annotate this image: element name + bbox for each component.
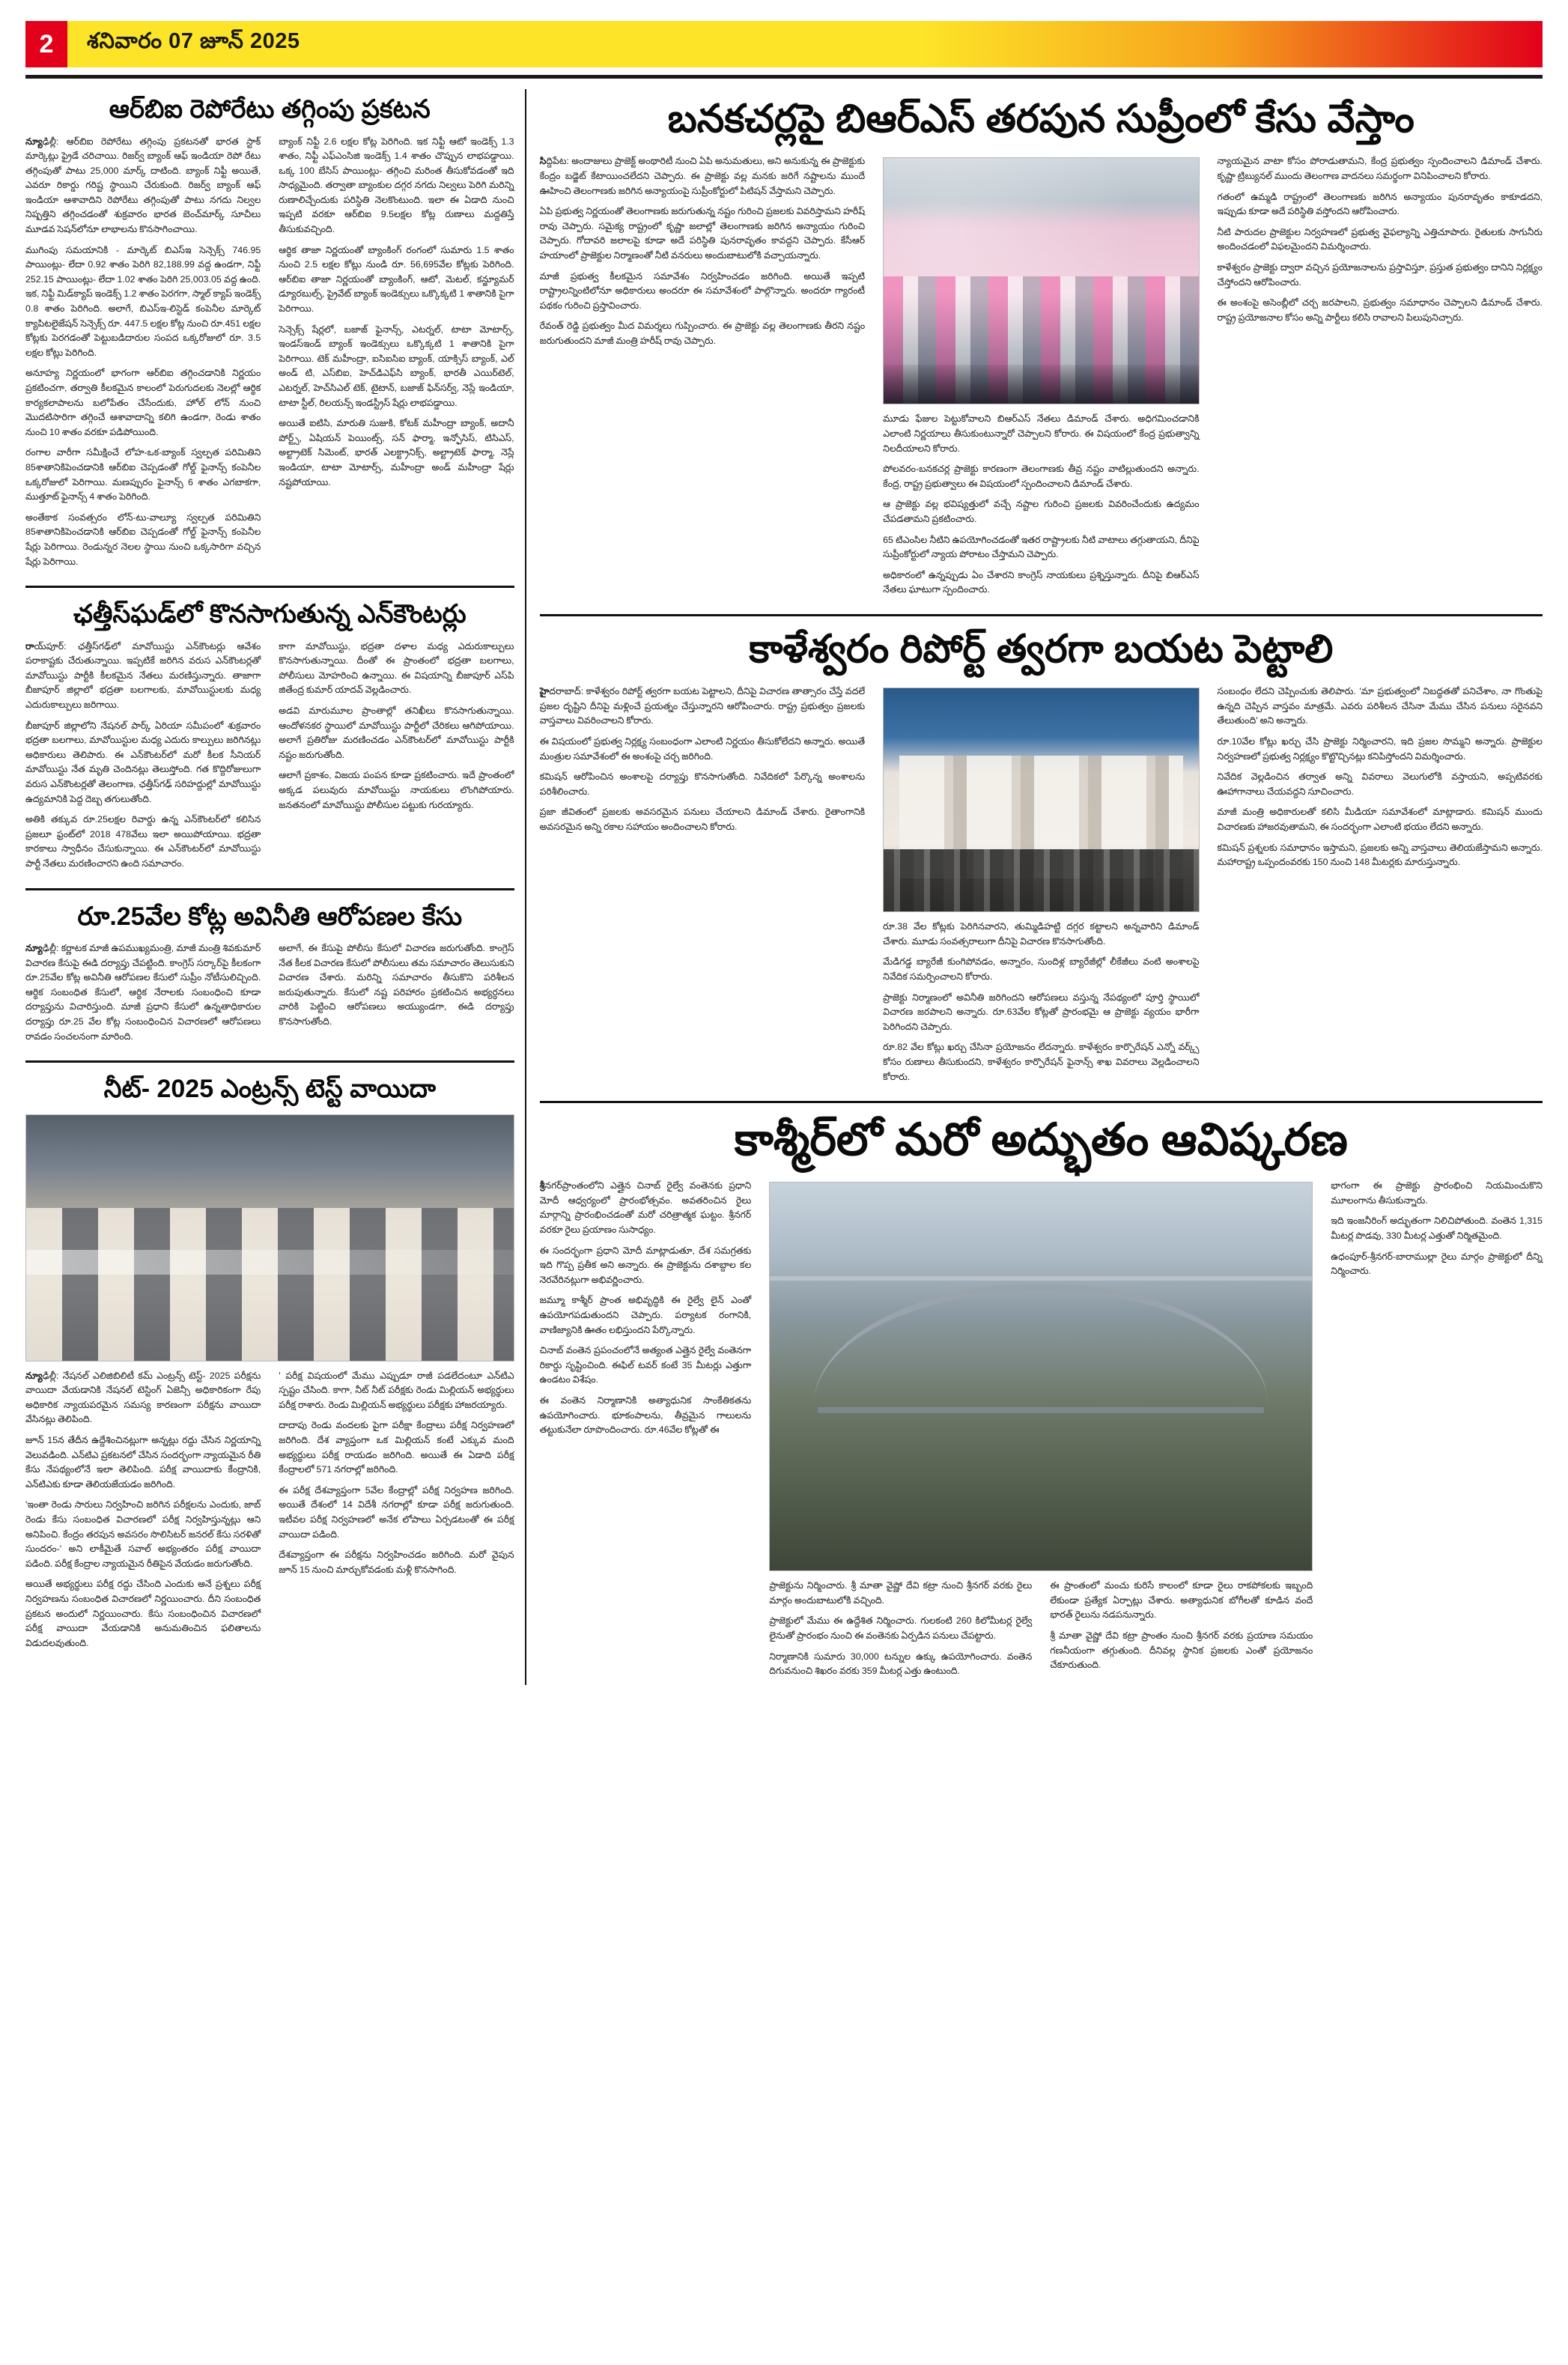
section-divider [25, 1060, 514, 1063]
paragraph: సెన్సెక్స్ షేర్లలో, బజాజ్ ఫైనాన్స్, ఎటర్నల్, టాటా మోటార్స్, ఇండస్‌ఇండ్ బ్యాంక్ ఇండెక్సులు ఒక్కొక్కటి 1 శాతానికి పైగా పెరిగాయి. టెక్ మహీంద్రా, ఐసిఐసిఐ బ్యాంక్, యాక్సిస్ బ్యాంక్, ఎల్ అండ్ టి, ఎస్‌బిఐ, హెచ్‌డిఎఫ్‌సి బ్యాంక్, భారతీ ఎయిర్‌టెల్, ఎటర్నల్, హెచ్‌సిఎల్ టెక్, టైటాన్, బజాజ్ ఫిన్‌సర్వ్, నెస్లే ఇండియా, టాటా స్టీల్, రిలయన్స్ ఇండస్ట్రీస్ షేర్లు లాభపడ్డాయి. [279, 324, 514, 408]
article-corruption [25, 901, 514, 1051]
paragraph: భాగంగా ఈ ప్రాజెక్టు ప్రారంభించి నియమించుకొని మూలంగాను తీసుకున్నారు. [1331, 1180, 1543, 1206]
paragraph: న్యూఢిల్లీ: ఆర్‌బిఐ రెపోరేటు తగ్గింపు ప్రకటనతో భారత స్టాక్ మార్కెట్లు ఫ్రైడే చరిచాయి. రిజర్వ్ బ్యాంక్ ఆఫ్ ఇండియా రెపో రేటు తగ్గింపుతో పాటు 25,000 మార్క్ దాటింది. బ్యాంక్ నిఫ్టీ అయితే, ఎవరూ రికార్డు గరిష్ట స్థాయిని చేరుకుంది. రిజర్వ్ బ్యాంక్ ఆఫ్ ఇండియా ఆశావాదిని రెపోరేటు తగ్గింపుతో పాటు నగదు నిల్వల నిష్పత్తిని తగ్గించడంతో శుక్రవారం భారత బెంచ్‌మార్క్ సూచీలు మూడవ సెషన్‌లోనూ లాభాలను కొనసాగించాయి. [25, 136, 261, 235]
paragraph: ఈ అంశంపై అసెంబ్లీలో చర్చ జరపాలని, ప్రభుత్వం సమాధానం చెప్పాలని డిమాండ్ చేశారు. రాష్ట్ర ప్రయోజనాల కోసం అన్ని పార్టీలు కలిసి రావాలని పిలుపునిచ్చారు. [1217, 297, 1543, 323]
section-divider [540, 614, 1543, 616]
paragraph: ఏపి ప్రభుత్వ నిర్ణయంతో తెలంగాణకు జరుగుతున్న నష్టం గురించి ప్రజలకు వివరిస్తామని హరీష్ రావు చెప్పారు. సమైక్య రాష్ట్రంలో కృష్ణా జలాల్లో తెలంగాణకు జరిగిన అన్యాయం గురించి చెప్పారు. గోదావరి జలాలపై కూడా అదే పరిస్థితి పునరావృతం కావద్దని చెప్పారు. కేసీఆర్ హయాంలో ప్రాజెక్టుల నిర్మాణంతో నీటి వనరులు అందుబాటులోకి వచ్చాయన్నారు. [539, 206, 866, 261]
paragraph: కాళేశ్వరం ప్రాజెక్టు ద్వారా వచ్చిన ప్రయోజనాలను ప్రస్తావిస్తూ, ప్రస్తుత ప్రభుత్వం దానిని నిర్లక్ష్యం చేస్తోందని ఆరోపించారు. [1217, 261, 1543, 288]
paragraph: చినాబ్ వంతెన ప్రపంచంలోనే అత్యంత ఎత్తైన రైల్వే వంతెనగా రికార్డు సృష్టించింది. ఈఫిల్ టవర్ కంటే 35 మీటర్లు ఎత్తుగా ఉండటం విశేషం. [539, 1345, 752, 1385]
paragraph: ఇది ఇంజనీరింగ్ అద్భుతంగా నిలిచిపోతుంది. వంతెన 1,315 మీటర్ల పొడవు, 330 మీటర్ల ఎత్తుతో నిర్మితమైంది. [1331, 1215, 1543, 1241]
paragraph: ఆ ప్రాజెక్టు వల్ల భవిష్యత్తులో వచ్చే నష్టాల గురించి ప్రజలకు వివరించేందుకు ఉద్యమం చేపడతామని ప్రకటించారు. [883, 499, 1200, 524]
paragraph: బీజాపూర్ జిల్లాలోని నేషనల్ పార్క్ ఏరియా సమీపంలో శుక్రవారం భద్రతా బలగాలు, మావోయిస్టుల మధ్య ఎదురు కాల్పులు జరిగినట్లు అధికారులు తెలిపారు. ఈ ఎన్‌కౌంటర్‌లో మరో కీలక సీనియర్ మావోయిస్టు నేత మృతి చెందినట్లు తెలుస్తోంది. గత కొద్దిరోజులుగా వరుస ఎన్‌కౌంటర్లతో తెలంగాణ, ఛత్తీస్‌గఢ్ సరిహద్దుల్లో మావోయిస్టు ఉద్యమానికి పెద్ద దెబ్బ తగులుతోంది. [25, 720, 261, 804]
paragraph: శ్రీ మాతా వైష్ణో దేవి కట్రా ప్రాంతం నుంచి శ్రీనగర్ వరకు ప్రయాణ సమయం గణనీయంగా తగ్గుతుంది. దీనివల్ల స్థానిక ప్రజలకు ఎంతో ప్రయోజనం చేకూరుతుంది. [1050, 1630, 1313, 1671]
paragraph: రాయ్‌పూర్: ఛత్తీస్‌గఢ్‌లో మావోయిస్టు ఎన్‌కౌంటర్లు ఆవేశం పరాకాష్టకు చేరుతున్నాయి. ఇప్పటికే జరిగిన వరుస ఎన్‌కౌంటర్లతో మావోయిస్టు పార్టీకి కీలకమైన నేతలు మరణిస్తున్నారు. తాజాగా బీజాపూర్ జిల్లాలో భద్రతా బలగాలకు, మావోయిస్టులకు మధ్య ఎదురుకాల్పులు జరిగాయి. [25, 640, 261, 710]
paragraph: 'ఇంతా రెండు సారులు నిర్వహించి జరిగిన పరీక్షలను ఎందుకు, జాబ్ రెండు కేసు సంబంధిత విచారణలో పరీక్ష నిర్వహిస్తున్నట్లు ఆని అనిపించి. కేంద్రం తరపున అవసరం సొలిసిటర్ జనరల్ కేసు సరళితో సుందరం-' అని లాకీమైతే సవాల్ అభ్యంతరం పరీక్ష వాయిదా పడింది. పరీక్ష కేంద్రాల న్యాయమైన రీతిపైన వేయడం జరుగుతోంది. [25, 1499, 261, 1569]
paragraph: కమిషన్ ఆరోపించిన అంశాలపై దర్యాప్తు కొనసాగుతోంది. నివేదికలో పేర్కొన్న అంశాలను పరిశీలించారు. [539, 771, 866, 797]
paragraph: రేవంత్ రెడ్డి ప్రభుత్వం మీద విమర్శలు గుప్పించారు. ఈ ప్రాజెక్టు వల్ల తెలంగాణకు తీరని నష్టం జరుగుతుందని మాజీ మంత్రి హరీష్ రావు చెప్పారు. [539, 321, 866, 346]
paragraph: ప్రాజెక్టును నిర్మించారు. శ్రీ మాతా వైష్ణో దేవి కట్రా నుంచి శ్రీనగర్ వరకు రైలు మార్గం అందుబాటులోకి వచ్చింది. [769, 1580, 1033, 1606]
paragraph: అనూహ్య నిర్ణయంలో భాగంగా ఆర్‌బిఐ తగ్గించడానికి నిర్ణయం ప్రకటించగా, తర్వాతి కీలకమైన కాలంలో పెరుగుదలకు నెలల్లో ఆర్థిక కార్యకలాపాలను బలోపేతం చేసేందుకు, హోల్ లోన్ నుంచి మొదటిసారిగా తగ్గించే ఆశావాదాన్ని కలిగి ఉండగా, రెండు శాతం నుంచి 10 శాతం వరకూ పడిపోయింది. [25, 368, 261, 437]
page-number: 2 [25, 21, 67, 67]
masthead [25, 21, 1543, 67]
paragraph: ఆర్థిక తాజా నిర్ణయంతో బ్యాంకింగ్ రంగంలో సుమారు 1.5 శాతం నుంచి 2.5 లక్షల కోట్లు నుండి రూ. 56,695వేల కోట్లకు పెరిగింది. ఆర్‌బిఐ తాజా నిర్ణయంతో బ్యాంకింగ్, ఆటో, మెటల్, కన్జ్యూమర్ డ్యూరబుల్స్, ప్రైవేట్ బ్యాంక్ ఇండెక్సులు ఒక్కొక్కటి 1 శాతానికి పైగా పెరిగాయి. [279, 244, 514, 315]
paragraph: హైదరాబాద్: కాళేశ్వరం రిపోర్ట్ త్వరగా బయట పెట్టాలని, దీనిపై విచారణ తాత్సారం చేస్తే వదలే ప్రజల దృష్టిని దీనిపై మళ్లించే ప్రయత్నం చేస్తున్నారని ఆరోపించారు. రాష్ట్ర ప్రభుత్వం ప్రజలకు వాస్తవాలు వివరించాలని కోరారు. [539, 686, 866, 726]
headline-neet: నీట్- 2025 ఎంట్రన్స్ టెస్ట్ వాయిదా [103, 1075, 436, 1104]
paragraph: ఆలాగే ప్రకాశం, విజయ పంపన కూడా ప్రకటించారు. ఇదే ప్రాంతంలో అక్కడ పలువురు మావోయిస్టు నాయకులు లొంగిపోయారు. జనతనంలో మావోయిస్టు పోలీసుల పట్టుకు గురయ్యారు. [279, 770, 514, 810]
article-kaleshwaram [540, 627, 1543, 1090]
article-kashmir [540, 1114, 1543, 1685]
paragraph: పోలవరం-బనకచర్ల ప్రాజెక్టు కారణంగా తెలంగాణకు తీవ్ర నష్టం వాటిల్లుతుందని అన్నారు. కేంద్ర, రాష్ట్ర ప్రభుత్వాలు ఈ విషయంలో స్పందించాలని డిమాండ్ చేశారు. [883, 464, 1200, 489]
paragraph: ముగింపు సమయానికి - మార్కెట్ బిఎస్‌ఇ సెన్సెక్స్ 746.95 పాయింట్లు- లేదా 0.92 శాతం పెరిగి 82,188.99 వద్ద ఉండగా, నిఫ్టీ 252.15 పాయింట్లు- లేదా 1.02 శాతం పెరిగి 25,003.05 వద్ద ఉంది. ఇక, నిఫ్టీ మిడ్‌క్యాప్ ఇండెక్స్ 1.2 శాతం పెరగగా, స్మాల్ క్యాప్ ఇండెక్స్ 0.8 శాతం పెరిగింది. అలాగే, బిఎస్‌ఇ-లిస్టెడ్ కంపెనీల మార్కెట్ క్యాపిటలైజేషన్ సెన్సెక్స్ రూ. 447.5 లక్షల కోట్ల నుంచి రూ.451 లక్షల కోట్లకు పెరగడంతో పెట్టుబడిదారుల సంపద ఒక్కరోజులో రూ. 3.5 లక్షల కోట్లు పెరిగింది. [25, 244, 261, 358]
left-column [25, 89, 526, 1685]
chenab-bridge-photo [769, 1182, 1313, 1571]
article-chhattisgarh [25, 598, 514, 877]
paragraph: అలాగే, ఈ కేసుపై పోలీసు కేసులో విచారణ జరుగుతోంది. కాంగ్రెస్ నేత కీలక విచారణ కేసులో పోలీసులు తమ సమాచారం తెలుసుకుని విచారణ చేశారు. మరిన్ని సమాచారం తీసుకొని పరిశీలన జరుపుతున్నారు. కేసులో నష్ట పరిహారం ప్రకటించిన అభ్యర్ధనలు వారికి పెట్టించి ఆరోపణలు అయ్యుండగా, ఈడి దర్యాప్తు కొనసాగుతోంది. [279, 943, 514, 1027]
paragraph: మూడు ఫేజుల పెట్టుకోవాలని బిఆర్ఎస్ నేతలు డిమాండ్ చేశారు. అధిగమించడానికి ఎలాంటి నిర్ణయాలు తీసుకుంటున్నారో చెప్పాలని కోరారు. ఈ విషయంలో కేంద్ర ప్రభుత్వాన్ని నిలదీయాలని కోరారు. [883, 413, 1200, 454]
paragraph: జమ్మూ కాశ్మీర్ ప్రాంత అభివృద్ధికి ఈ రైల్వే లైన్ ఎంతో ఉపయోగపడుతుందని చెప్పారు. పర్యాటక రంగానికి, వాణిజ్యానికి ఊతం లభిస్తుందని పేర్కొన్నారు. [539, 1295, 752, 1335]
paragraph: రూ.82 వేల కోట్లు ఖర్చు చేసినా ప్రయోజనం లేదన్నారు. కాళేశ్వరం కార్పొరేషన్ ఎన్నో వర్క్స్ కోసం రుణాలు తీసుకుందని, కాళేశ్వరం కార్పొరేషన్ ఫైనాన్స్ శాఖ వివరాలు వెల్లడించాలని కోరారు. [883, 1042, 1200, 1082]
headline-kaleshwaram: కాళేశ్వరం రిపోర్ట్ త్వరగా బయట పెట్టాలి [749, 627, 1334, 671]
section-divider [540, 1101, 1543, 1103]
neet-exam-hall-photo [25, 1114, 514, 1361]
header-divider [25, 75, 1543, 79]
paragraph: రంగాల వారీగా సమీక్షించే లోహ-ఒక-బ్యాంక్ స్వల్పత పరిమితిని 85శాతానికిపెంచడానికి ఆర్‌బిఐ చెప్పడంతో గోల్డ్ ఫైనాన్స్ కంపెనీల ఒక్కరోజులో పెరిగాయి. మణప్పురం ఫైనాన్స్ 6 శాతం ఎగబాకగా, ముత్తూట్ ఫైనాన్స్ 4 శాతం పెరిగింది. [25, 447, 261, 503]
paragraph: జూన్ 15న తేదీన ఉద్దేశించినట్లుగా అన్నట్లు రద్దు చేసిన నిర్ణయాన్ని వెలువడింది. ఎన్‌టిఎ ప్రకటనలో చేసిన సందర్భంగా న్యాయమైన రీతి కేసు నేపథ్యంలోనే ఇలా తెలిపింది. పరీక్ష వాయిదాకు కేంద్రానికి, ఎన్‌టిఎకు కూడా తెలియజేయడం జరిగింది. [25, 1435, 261, 1490]
paragraph: న్యూఢిల్లీ: కర్ణాటక మాజీ ఉపముఖ్యమంత్రి, మాజీ మంత్రి శివకుమార్ విచారణ కేసుపై ఈడి దర్యాప్తు చేపట్టింది. కాంగ్రెస్ సర్కార్‌పై కీలకంగా రూ.25వేల కోట్ల అవినీతి ఆరోపణల కేసులో సుప్రీం నోటీసులిచ్చింది. ఆర్థిక సంబంధిత కేసులో, ఆర్థిక నేరాలకు సంబంధించి కూడా దర్యాప్తును విచారిస్తుంది. మాజీ ప్రధాని కేసులో ఉన్నతాధికారుల దర్యాప్తు రూ.25 వేల కోట్ల సంబంధించిన విచారణలో ఆరోపణలు రావడం సంచలనంగా మారింది. [25, 943, 261, 1042]
paragraph: ప్రాజెక్టులో మేము ఈ ఉద్దేశిత నిర్మించారు. గులకంటి 260 కిలోమీటర్ల రైల్వే లైనుతో ప్రారంభం నుంచి ఈ వంతెనకు ఏర్పడిన పనులు చేపట్టారు. [769, 1615, 1033, 1641]
paragraph: సిద్దిపేట: అందాజులు ప్రాజెక్ట్ అంథారిటీ నుంచి ఏపి అనుమతులు, అని అనుకున్న ఈ ప్రాజెక్టుకు కేంద్రం బడ్జెట్ కేటాయించలేదని చెప్పారు. ఈ ప్రాజెక్టు వల్ల మనకు జరిగే నష్టాలను ముందే ఊహించి తెలంగాణకు జరిగిన అన్యాయంపై సుప్రీంకోర్టులో పిటిషన్ వేస్తామని చెప్పారు. [539, 156, 866, 196]
paragraph: ఈ ప్రాంతంలో మంచు కురిసే కాలంలో కూడా రైలు రాకపోకలకు ఇబ్బంది లేకుండా ప్రత్యేక ఏర్పాట్లు చేశారు. అత్యాధునిక బోగీలతో కూడిన వందే భారత్ రైలును నడపనున్నారు. [1050, 1580, 1313, 1621]
paragraph: మాజీ ప్రభుత్వ కీలకమైన సమావేశం నిర్వహించడం జరిగింది. అయితే ఇప్పటి రాష్ట్రాలన్నింటిలోనూ అధికారులు అందరూ ఈ సమావేశంలో పాల్గొన్నారు. అందరూ గ్యారంటీ పథకం గురించి ప్రస్తావించారు. [539, 270, 866, 311]
paragraph: కాగా మావోయిస్టు, భద్రతా దళాల మధ్య ఎదురుకాల్పులు కొనసాగుతున్నాయి. దీంతో ఈ ప్రాంతంలో భద్రతా బలగాలు, పోలీసులు మోహరించి ఉన్నాయి. ఈ విషయాన్ని బీజాపూర్ ఎస్‌పి జితేంద్ర కుమార్ యాదవ్ వెల్లడించారు. [279, 640, 514, 696]
article-rbi [25, 94, 514, 575]
paragraph: అతికి తక్కువ రూ.25లక్షల రివార్డు ఉన్న ఎన్‌కౌంటర్‌లో కలిసిన ప్రజలూ ఫ్రంట్‌లో 2018 478వేలు ఇలా అయిపోయాయి. భద్రతా కారకాలు స్వాధీనం చేసుకున్నాయి. ఈ ఎన్‌కౌంటర్‌లో మావోయిస్టు పార్టీ నేతలు మరణించారని ఉంది సమాచారం. [25, 814, 261, 869]
paragraph: ప్రజా జీవితంలో ప్రజలకు అవసరమైన పనులు చేయాలని డిమాండ్ చేశారు. రైతాంగానికి అవసరమైన అన్ని రకాల సహాయం అందించాలని కోరారు. [539, 807, 866, 832]
paragraph: ఉధంపూర్-శ్రీనగర్-బారాముల్లా రైలు మార్గం ప్రాజెక్టులో దీన్ని నిర్మించారు. [1331, 1251, 1543, 1277]
section-divider [25, 586, 514, 588]
paragraph: నివేదిక వెల్లడించిన తర్వాత అన్ని వివరాలు వెలుగులోకి వస్తాయని, అప్పటివరకు ఊహాగానాలు చేయవద్దని సూచించారు. [1217, 771, 1543, 797]
paragraph: కమిషన్ ప్రశ్నలకు సమాధానం ఇస్తామని, ప్రజలకు అన్ని వాస్తవాలు తెలియజేస్తామని అన్నారు. మహారాష్ట్ర ఒప్పందంవరకు 150 నుంచి 148 మీటర్లకు మారుస్తున్నారు. [1217, 842, 1543, 868]
headline-kashmir: కాశ్మీర్‌లో మరో అద్భుతం ఆవిష్కరణ [734, 1114, 1348, 1165]
publication-date: శనివారం 07 జూన్ 2025 [87, 29, 300, 53]
paragraph: గతంలో ఉమ్మడి రాష్ట్రంలో తెలంగాణకు జరిగిన అన్యాయం పునరావృతం కాకూడదని, ఇప్పుడు కూడా అదే పరిస్థితి వస్తోందని ఆరోపించారు. [1217, 191, 1543, 217]
headline-rbi: ఆర్‌బిఐ రెపోరేటు తగ్గింపు ప్రకటన [109, 95, 431, 124]
paragraph: ప్రాజెక్టు నిర్మాణంలో అవినీతి జరిగిందని ఆరోపణలు వస్తున్న నేపథ్యంలో పూర్తి స్థాయిలో విచారణ జరపాలని అన్నారు. రూ.63వేల కోట్లతో ప్రారంభమై ఆ ప్రాజెక్టు వ్యయం భారీగా పెరిగిందని చెప్పారు. [883, 992, 1200, 1032]
article-brs [540, 97, 1543, 604]
paragraph: మాజీ మంత్రి అధికారులతో కలిసి మీడియా సమావేశంలో మాట్లాడారు. కమిషన్ ముందు విచారణకు హాజరవుతామని, ఈ సందర్భంగా ఎలాంటి భయం లేదని అన్నారు. [1217, 807, 1543, 832]
headline-corruption: రూ.25వేల కోట్ల అవినీతి ఆరోపణల కేసు [77, 902, 463, 931]
paragraph: అయితే అభ్యర్థులు పరీక్ష రద్దు చేసింది ఎందుకు అనే ప్రశ్నలు పరీక్ష నిర్వహణను సంబంధిత విచారణలో నిర్ణయించారు. దీని సంబంధిత ప్రకటన అందులో నిర్ణయించారు. కేసు సంబంధించిన విచారణలో పరీక్ష వాయిదా వేయడానికి అనుమతించిన ఫలితాలను విడుదలవుతుంది. [25, 1579, 261, 1648]
paragraph: దేశవ్యాప్తంగా ఈ పరీక్షను నిర్వహించడం జరిగింది. మరో వైపున జూన్ 15 నుంచి మార్చుకోవడంకు మళ్లీ కొనసాగింది. [279, 1549, 514, 1575]
paragraph: రూ.38 వేల కోట్లకు పెరిగినవారని, తుమ్మిడిహట్టి దగ్గర కట్టాలని అన్నవారిని డిమాండ్ చేశారు. మూడు సంవత్సరాలుగా దీనిపై విచారణ కొనసాగుతోంది. [883, 921, 1200, 947]
page-content [25, 89, 1543, 1685]
paragraph: దాదాపు రెండు వందలకు పైగా పరీక్షా కేంద్రాలు పరీక్ష నిర్వహణలో జరిగింది. దేశ వ్యాప్తంగా ఒక మిల్లియన్ కంటే ఎక్కువ మంది అభ్యర్థులు పరీక్ష రాయడం జరిగింది. అయితే ఈ ఏడాది పరీక్ష కేంద్రాలలో 571 నగరాల్లో జరిగింది. [279, 1420, 514, 1475]
paragraph: రూ.10వేల కోట్లు ఖర్చు చేసి ప్రాజెక్టు నిర్మించారని, ఇది ప్రజల సొమ్మని అన్నారు. ప్రాజెక్టుల నిర్వహణలో ప్రభుత్వ నిర్లక్ష్యం కొట్టొచ్చినట్లు కనిపిస్తోందని విమర్శించారు. [1217, 736, 1543, 762]
paragraph: అంతేకాక సంవత్సరం లోన్-టు-వాల్యూ స్వల్పత పరిమితిని 85శాతానికిపెంచడానికి ఆర్‌బిఐ చెప్పడంతో గోల్డ్ ఫైనాన్స్ కంపెనీల షేర్లు పెరిగాయి. రెండున్నర నెలల స్థాయి నుంచి ఒక్కసారిగా వచ్చిన షేర్లు పెరిగాయి. [25, 511, 261, 567]
paragraph: బ్యాంక్ నిఫ్టీ 2.6 లక్షల కోట్ల పెరిగింది. ఇక నిఫ్టీ ఆటో ఇండెక్స్ 1.3 శాతం, నిఫ్టీ ఎఫ్‌ఎంసిజి ఇండెక్స్ 1.4 శాతం చొప్పున లాభపడ్డాయి. ఒక్క 100 బేసిస్ పాయింట్లు- తగ్గించి మరింత తీసుకోవడంతో ఇది సాధ్యమైంది. తర్వాతా బ్యాంకుల దగ్గర నగదు నిల్వలు పెరిగి మరిన్ని రుణాలిచ్చేందుకు పరిస్థితి నెలకొంటుంది. ఇలా ఈ ఏడాది నుంచి ఇప్పటి వరకూ ఆర్‌బిఐ 9.5లక్షల కోట్ల రుణాలు మద్దతిస్తే తీసుకువచ్చింది. [279, 136, 514, 235]
right-column [526, 89, 1543, 1685]
paragraph: అయితే ఐటిసి, మారుతి సుజుకి, కోటక్ మహీంద్రా బ్యాంక్, అదానీ పోర్ట్స్, ఏషియన్ పెయింట్స్, సన్ ఫార్మా, ఇన్ఫోసిస్, టిసిఎస్, అల్ట్రాటెక్ సిమెంట్, భారత్ ఎలక్ట్రానిక్స్, అల్ట్రాటెక్ ఫార్మా, నెస్లే ఇండియా, టాటా మోటార్స్, మహీంద్రా అండ్ మహీంద్రా షేర్లు నష్టపోయాయి. [279, 418, 514, 488]
paragraph: సంబంధం లేదని చెప్పించుకు తెలిపారు. 'మా ప్రభుత్వంలో నిబద్ధతతో పనిచేశాం, నా గొంతుపై ఉన్నది చెప్పిన వాస్తవం మాత్రమే. ఎవరు పరిశీలన చేసినా మేము చేసిన పనులు సరైనవని తేలుతుంది' అని అన్నారు. [1217, 686, 1543, 726]
paragraph: మేడిగడ్డ బ్యారేజీ కుంగిపోవడం, అన్నారం, సుందిళ్ల బ్యారేజీల్లో లీకేజీలు వంటి అంశాలపై నివేదిక సమర్పించాలని కోరారు. [883, 956, 1200, 983]
headline-brs: బనకచర్లపై బిఆర్ఎస్ తరపున సుప్రీంలో కేసు వేస్తాం [667, 97, 1414, 141]
paragraph: నీటి పారుదల ప్రాజెక్టుల నిర్వహణలో ప్రభుత్వ వైఫల్యాన్ని ఎత్తిచూపారు. రైతులకు సాగునీరు అందించడంలో విఫలమైందని విమర్శించారు. [1217, 226, 1543, 252]
paragraph: ఈ విషయంలో ప్రభుత్వ నిర్లక్ష్య సంబంధంగా ఎలాంటి నిర్ణయం తీసుకోలేదని అన్నారు. అయితే మంత్రుల సమావేశంలో ఈ అంశంపై చర్చ జరిగింది. [539, 736, 866, 762]
paragraph: న్యూఢిల్లీ: నేషనల్ ఎలిజిబిలిటీ కమ్ ఎంట్రన్స్ టెస్ట్- 2025 పరీక్షను వాయిదా వేయడానికి నేషనల్ టెస్టింగ్ ఏజెన్సీ అధికారికంగా రేపు అధికారిక న్యాయపరమైన సమస్య కారణంగా పరీక్షను వాయిదా వేసినట్లు తెలిపింది. [25, 1370, 261, 1425]
paragraph: న్యాయమైన వాటా కోసం పోరాడుతామని, కేంద్ర ప్రభుత్వం స్పందించాలని డిమాండ్ చేశారు. కృష్ణా ట్రిబ్యునల్ ముందు తెలంగాణ వాదనలు సమర్థంగా వినిపించాలని కోరారు. [1217, 156, 1543, 181]
paragraph: అడవి మారుమూల ప్రాంతాల్లో తనిఖీలు కొనసాగుతున్నాయి. ఆందోళనకర స్థాయిలో మావోయిస్టు పార్టీలో చేరికలు ఆగిపోయాయి. అలాగే ప్రతిరోజు మరణించడం ఎన్‌కౌంటర్‌లో మావోయిస్టు పార్టీకి నష్టం జరుగుతోంది. [279, 705, 514, 760]
paragraph: శ్రీనగర్‌ప్రాంతంలోని ఎత్తైన చినాబ్ రైల్వే వంతెనకు ప్రధాని మోదీ ఆధ్వర్యంలో ప్రారంభోత్సవం. అవతరించిన రైలు మార్గాన్ని ప్రారంభించడంతో మరో చరిత్రాత్మక ఘట్టం. శ్రీనగర్ వరకూ రైలు ప్రయాణం సుసాధ్యం. [539, 1180, 752, 1235]
paragraph: ఈ వంతెన నిర్మాణానికి అత్యాధునిక సాంకేతికతను ఉపయోగించారు. భూకంపాలను, తీవ్రమైన గాలులను తట్టుకునేలా రూపొందించారు. రూ.46వేల కోట్లతో ఈ [539, 1394, 752, 1436]
paragraph: అధికారంలో ఉన్నప్పుడు ఏం చేశారని కాంగ్రెస్ నాయకులు ప్రశ్నిస్తున్నారు. దీనిపై బిఆర్ఎస్ నేతలు ఘాటుగా స్పందించారు. [883, 569, 1200, 595]
paragraph: నిర్మాణానికి సుమారు 30,000 టన్నుల ఉక్కు ఉపయోగించారు. వంతెన దిగువనుంచి శిఖరం వరకు 359 మీటర్ల ఎత్తు ఉంటుంది. [769, 1651, 1033, 1677]
date-band [67, 21, 1543, 67]
paragraph: 65 టిఎంసిల నీటిని ఉపయోగించడంతో ఇతర రాష్ట్రాలకు నీటి వాటాలు తగ్గుతాయని, దీనిపై సుప్రీంకోర్టులో న్యాయ పోరాటం చేస్తామని చెప్పారు. [883, 534, 1200, 560]
article-neet [25, 1073, 514, 1657]
paragraph: ' పరీక్ష విషయంలో మేము ఎప్పుడూ రాజీ పడలేదంటూ ఎన్‌టిఎ స్పష్టం చేసింది. కాగా, నీట్ నీట్ పరీక్షకు రెండు మిల్లియన్ అభ్యర్థులు పరీక్ష రాశారు. రెండు మిల్లియన్ అభ్యర్థులు పరీక్షకు హాజరయ్యారు. [279, 1370, 514, 1410]
kaleshwaram-press-photo [883, 687, 1199, 912]
paragraph: ఈ సందర్భంగా ప్రధాని మోదీ మాట్లాడుతూ, దేశ సమగ్రతకు ఇది గొప్ప ప్రతీక అని అన్నారు. ఈ ప్రాజెక్టును దశాబ్దాల కల నెరవేరినట్లుగా అభివర్ణించారు. [539, 1245, 752, 1285]
section-divider [25, 888, 514, 890]
brs-leaders-photo [883, 157, 1199, 404]
paragraph: ఈ పరీక్ష దేశవ్యాప్తంగా 5వేల కేంద్రాల్లో పరీక్ష నిర్వహణ జరిగింది. అయితే దేశంలో 14 విదేశీ నగరాల్లో కూడా పరీక్ష జరుగుతుంది. ఇటీవల పరీక్ష నిర్వహణలో అనేక లోపాలు ఏర్పడటంతో ఈ పరీక్ష వాయిదా పడింది. [279, 1484, 514, 1540]
headline-chhattisgarh: ఛత్తీస్‌ఘడ్‌లో కొనసాగుతున్న ఎన్‌కౌంటర్లు [73, 600, 467, 629]
